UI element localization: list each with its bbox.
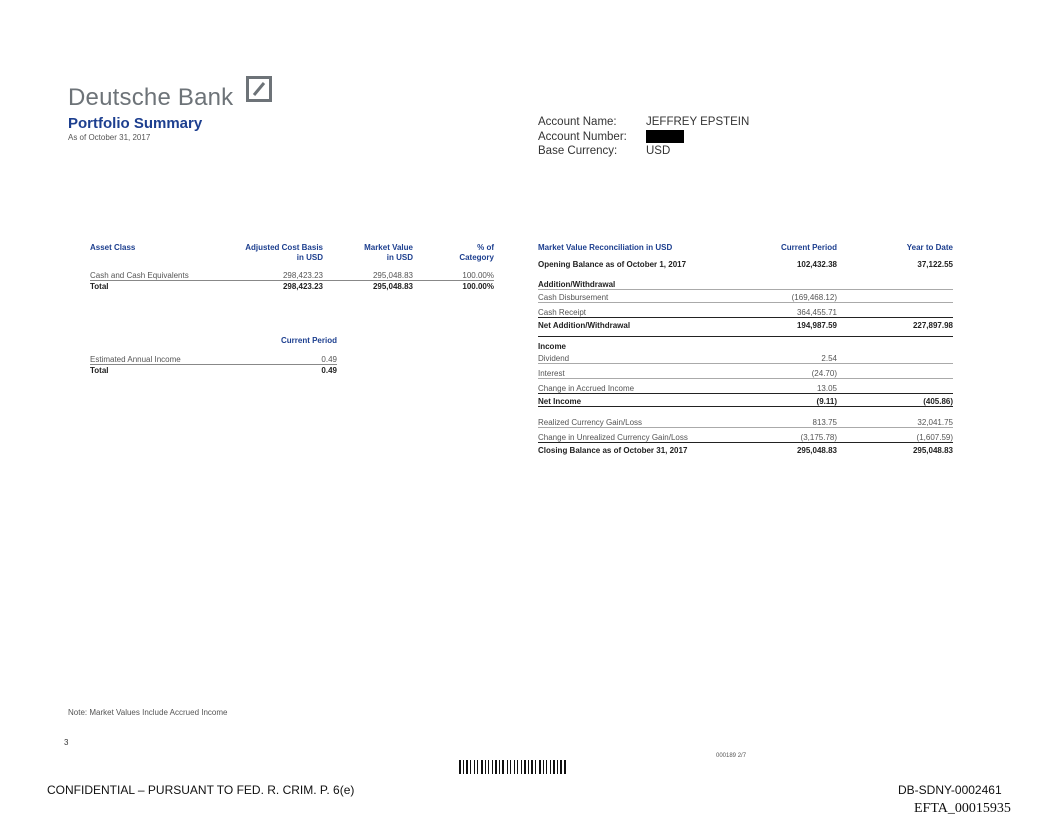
as-of-date: As of October 31, 2017 [68,133,151,142]
row-label: Net Income [538,397,582,406]
header-pct-category: % of Category [459,243,494,262]
row-label: Dividend [538,354,570,363]
header-asset-class: Asset Class [90,243,136,252]
header-current-period: Current Period [280,336,337,345]
row-ytd: 295,048.83 [912,446,953,455]
efta-number: EFTA_00015935 [914,801,1011,816]
row-label: Cash and Cash Equivalents [90,271,189,280]
table-row [538,364,953,379]
row-current: (3,175.78) [800,433,837,442]
opening-balance-row [538,255,953,273]
base-currency-label: Base Currency: [538,145,618,157]
barcode-image [459,760,611,774]
table-row [538,303,953,318]
estimated-income-table [90,336,337,375]
total-pct: 100.00% [462,282,494,291]
section-label: Addition/Withdrawal [538,280,616,289]
asset-table-header [90,243,494,265]
account-name-label: Account Name: [538,116,617,128]
row-ytd: (1,607.59) [916,433,953,442]
brand-name: Deutsche Bank [68,84,234,111]
row-label: Closing Balance as of October 31, 2017 [538,446,688,455]
closing-balance-row [538,443,953,455]
row-label: Opening Balance as of October 1, 2017 [538,259,687,269]
row-current: 813.75 [812,418,837,427]
page-number: 3 [64,738,69,747]
total-label: Total [90,366,109,375]
net-income-row [538,394,953,406]
total-row [90,365,337,375]
header-cost-basis: Adjusted Cost Basis in USD [245,243,323,262]
row-label: Cash Disbursement [538,293,609,302]
total-label: Total [90,282,109,291]
header-reconciliation: Market Value Reconciliation in USD [538,243,673,252]
row-ytd: (405.86) [923,397,953,406]
asset-class-table [90,243,494,291]
header-market-value: Market Value in USD [364,243,413,262]
row-current: (24.70) [811,369,837,378]
table-row [538,379,953,394]
row-label: Estimated Annual Income [90,355,181,364]
bates-number: DB-SDNY-0002461 [898,783,1002,797]
table-row [90,354,337,365]
row-label: Realized Currency Gain/Loss [538,418,643,427]
row-label: Net Addition/Withdrawal [538,321,631,330]
row-current: 364,455.71 [796,308,837,317]
net-addition-row [538,318,953,330]
row-current: 13.05 [816,384,837,393]
row-label: Change in Unrealized Currency Gain/Loss [538,433,688,442]
row-pct: 100.00% [462,271,494,280]
total-row [90,281,494,291]
account-name-value: JEFFREY EPSTEIN [646,116,750,128]
table-row [538,351,953,364]
row-label: Change in Accrued Income [538,384,635,393]
account-number-redaction [646,130,684,143]
footnote: Note: Market Values Include Accrued Income [68,708,228,717]
section-income [538,336,953,351]
section-addition [538,275,953,289]
row-label: Cash Receipt [538,308,587,317]
table-row [538,428,953,443]
market-value-reconciliation-table [538,243,953,455]
total-cost: 298,423.23 [282,282,323,291]
section-label: Income [538,342,567,351]
header-year-to-date: Year to Date [906,243,953,252]
base-currency-value: USD [646,145,671,157]
row-current: 194,987.59 [796,321,837,330]
row-current: (169,468.12) [791,293,837,302]
header-current-period: Current Period [780,243,837,252]
row-ytd: 227,897.98 [912,321,953,330]
row-current: 2.54 [821,354,837,363]
total-value: 0.49 [321,366,337,375]
row-current: 102,432.38 [796,259,837,269]
table-row [538,406,953,428]
page-title: Portfolio Summary [68,115,203,132]
confidential-notice: CONFIDENTIAL – PURSUANT TO FED. R. CRIM. P. 6(e) [47,783,355,797]
table-row [90,270,494,281]
table-row [538,289,953,303]
row-cost: 298,423.23 [282,271,323,280]
account-info [538,115,749,159]
row-ytd: 37,122.55 [917,259,953,269]
total-market: 295,048.83 [372,282,413,291]
reconciliation-header [538,243,953,253]
account-number-label: Account Number: [538,130,627,143]
row-current: 295,048.83 [796,446,837,455]
document-code: 000189 2/7 [716,753,747,759]
row-value: 0.49 [321,355,337,364]
row-current: (9.11) [816,397,837,406]
income-table-header [90,336,337,346]
row-market: 295,048.83 [372,271,413,280]
row-ytd: 32,041.75 [917,418,953,427]
row-label: Interest [538,369,565,378]
deutsche-bank-logo-icon [246,76,272,102]
